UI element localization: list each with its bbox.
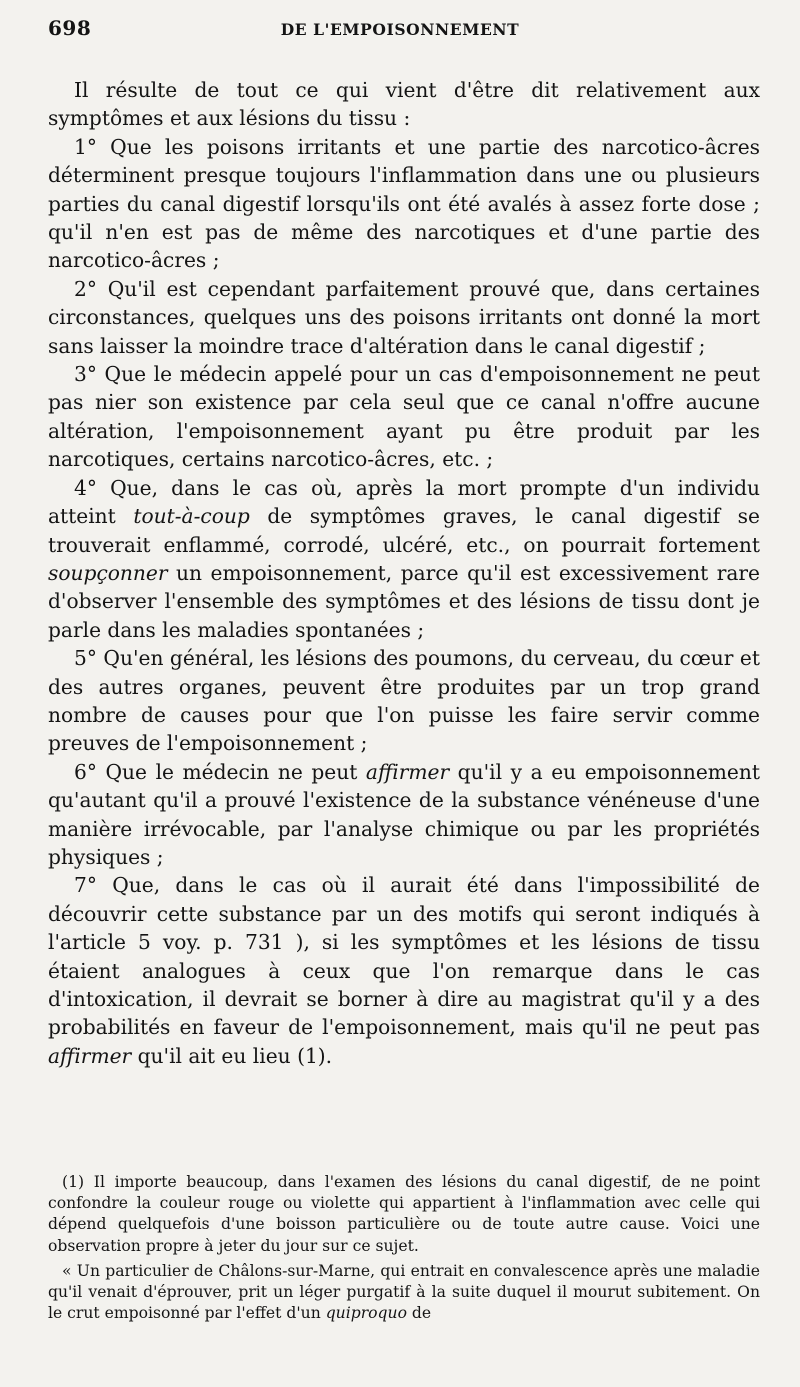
conclusion-4-text-c: un empoisonnement, parce qu'il est excessivement rare d'observer l'ensemble des symptômes et des lésions de tissu dont je parle dans les maladies spontanées ;: [48, 560, 760, 642]
conclusion-4-emphasis-a: tout-à-coup: [133, 504, 250, 529]
conclusion-6: [48, 758, 760, 872]
conclusion-4-text-b: de symptômes graves, le canal digestif se trouverait enflammé, corrodé, ulcéré, etc., on pourrait fortement: [48, 504, 760, 557]
main-text: [48, 76, 760, 1070]
conclusion-6-text-b: qu'il y a eu empoisonnement qu'autant qu'il a prouvé l'existence de la substance vénéneuse d'une manière irrévocable, par l'analyse chimique ou par les propriétés physiques ;: [48, 759, 760, 869]
conclusion-3: 3° Que le médecin appelé pour un cas d'empoisonnement ne peut pas nier son existence par cela seul que ce canal n'offre aucune altération, l'empoisonnement ayant pu être produit par les narcotiques, certains narcotico-âcres, etc. ;: [48, 362, 760, 472]
footnote-quote: [48, 1261, 760, 1325]
conclusion-7-text-b: qu'il ait eu lieu (1).: [131, 1043, 333, 1068]
footnote-1: (1) Il importe beaucoup, dans l'examen des lésions du canal digestif, de ne point confondre la couleur rouge ou violette qui appartient à l'inflammation avec celle qui dépend quelquefois d'une boisson particulière ou de toute autre cause. Voici une observation propre à jeter du jour sur ce sujet.: [48, 1173, 760, 1255]
footnote-quote-text-b: de: [406, 1304, 432, 1323]
conclusion-6-emphasis: affirmer: [365, 759, 450, 784]
intro-paragraph: Il résulte de tout ce qui vient d'être dit relativement aux symptômes et aux lésions du tissu :: [48, 78, 760, 131]
conclusion-7: [48, 871, 760, 1070]
conclusion-6-text-a: 6° Que le médecin ne peut: [74, 759, 366, 784]
conclusion-4-text-a: 4° Que, dans le cas où, après la mort prompte d'un individu atteint: [48, 475, 760, 529]
conclusion-5: 5° Qu'en général, les lésions des poumons, du cerveau, du cœur et des autres organes, peuvent être produites par un trop grand nombre de causes pour que l'on puisse les faire servir comme preuves de l'empoisonnement ;: [48, 646, 760, 756]
conclusion-7-text-a: 7° Que, dans le cas où il aurait été dans l'impossibilité de découvrir cette substance par un des motifs qui seront indiqués à l'article 5 voy. p. 731 ), si les symptômes et les lésions de tissu étaient analogues à ceux que l'on remarque dans le cas d'intoxication, il devrait se borner à dire au magistrat qu'il y a des probabilités en faveur de l'empoisonnement, mais qu'il ne peut pas: [48, 873, 760, 1040]
footnote-quote-text-a: « Un particulier de Châlons-sur-Marne, qui entrait en convalescence après une maladie qu'il venait d'éprouver, prit un léger purgatif à la suite duquel il mourut subitement. On le crut empoisonné par l'effet d'un: [48, 1261, 760, 1323]
conclusion-2: 2° Qu'il est cependant parfaitement prouvé que, dans certaines circonstances, quelques uns des poisons irritants ont donné la mort sans laisser la moindre trace d'altération dans le canal digestif ;: [48, 276, 760, 358]
conclusion-7-emphasis: affirmer: [48, 1043, 132, 1068]
footnote-quote-emphasis: quiproquo: [325, 1304, 407, 1323]
page-number: 698: [48, 16, 92, 40]
footnotes: [48, 1172, 760, 1324]
running-title: DE L'EMPOISONNEMENT: [280, 20, 520, 39]
conclusion-1: 1° Que les poisons irritants et une partie des narcotico-âcres déterminent presque toujours l'inflammation dans une ou plusieurs parties du canal digestif lorsqu'ils ont été avalés à assez forte dose ; qu'il n'en est pas de même des narcotiques et d'une partie des narcotico-âcres ;: [48, 134, 760, 273]
conclusion-4: [48, 474, 760, 644]
conclusion-4-emphasis-b: soupçonner: [48, 560, 168, 585]
